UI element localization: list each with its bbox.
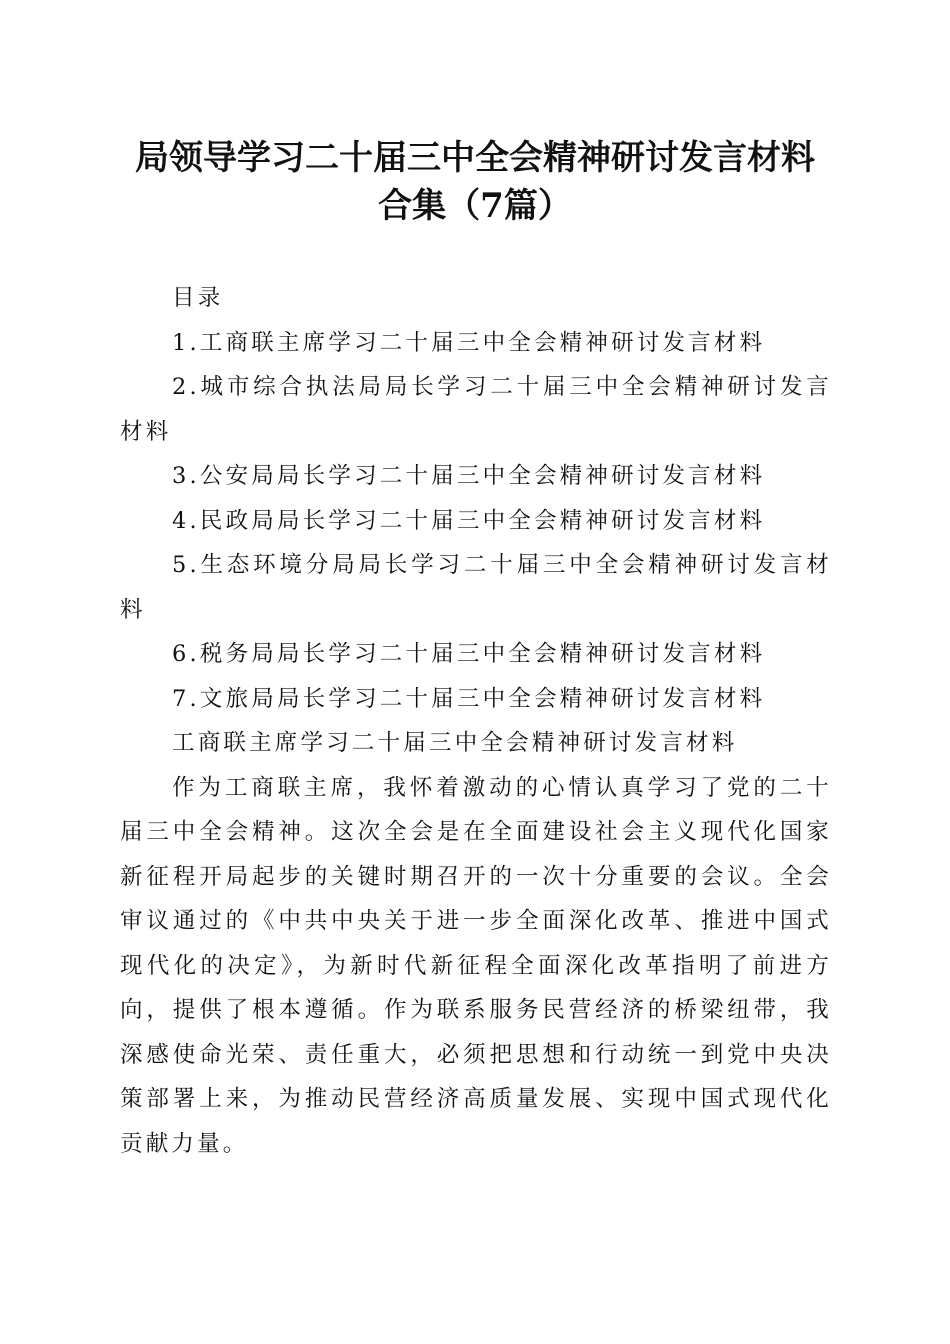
document-body [120, 276, 832, 1166]
toc-item-2: 2.城市综合执法局局长学习二十届三中全会精神研讨发言材料 [120, 374, 832, 445]
title-line-1: 局领导学习二十届三中全会精神研讨发言材料 [135, 138, 815, 178]
toc-heading: 目录 [172, 285, 224, 311]
document-title [100, 134, 850, 230]
toc-item-3: 3.公安局局长学习二十届三中全会精神研讨发言材料 [172, 463, 766, 489]
toc-item-6: 6.税务局局长学习二十届三中全会精神研讨发言材料 [172, 641, 766, 667]
body-paragraph: 作为工商联主席，我怀着激动的心情认真学习了党的二十届三中全会精神。这次全会是在全面建设社会主义现代化国家新征程开局起步的关键时期召开的一次十分重要的会议。全会审议通过的《中共中央关于进一步全面深化改革、推进中国式现代化的决定》，为新时代新征程全面深化改革指明了前进方向，提供了根本遵循。作为联系服务民营经济的桥梁纽带，我深感使命光荣、责任重大，必须把思想和行动统一到党中央决策部署上来，为推动民营经济高质量发展、实现中国式现代化贡献力量。 [120, 774, 832, 1157]
toc-item-5: 5.生态环境分局局长学习二十届三中全会精神研讨发言材料 [120, 552, 832, 623]
section-heading: 工商联主席学习二十届三中全会精神研讨发言材料 [172, 730, 738, 756]
toc-item-4: 4.民政局局长学习二十届三中全会精神研讨发言材料 [172, 507, 766, 534]
toc-item-1: 1.工商联主席学习二十届三中全会精神研讨发言材料 [172, 329, 766, 356]
toc-item-7: 7.文旅局局长学习二十届三中全会精神研讨发言材料 [172, 685, 766, 712]
title-line-2: 合集（7篇） [378, 186, 572, 226]
